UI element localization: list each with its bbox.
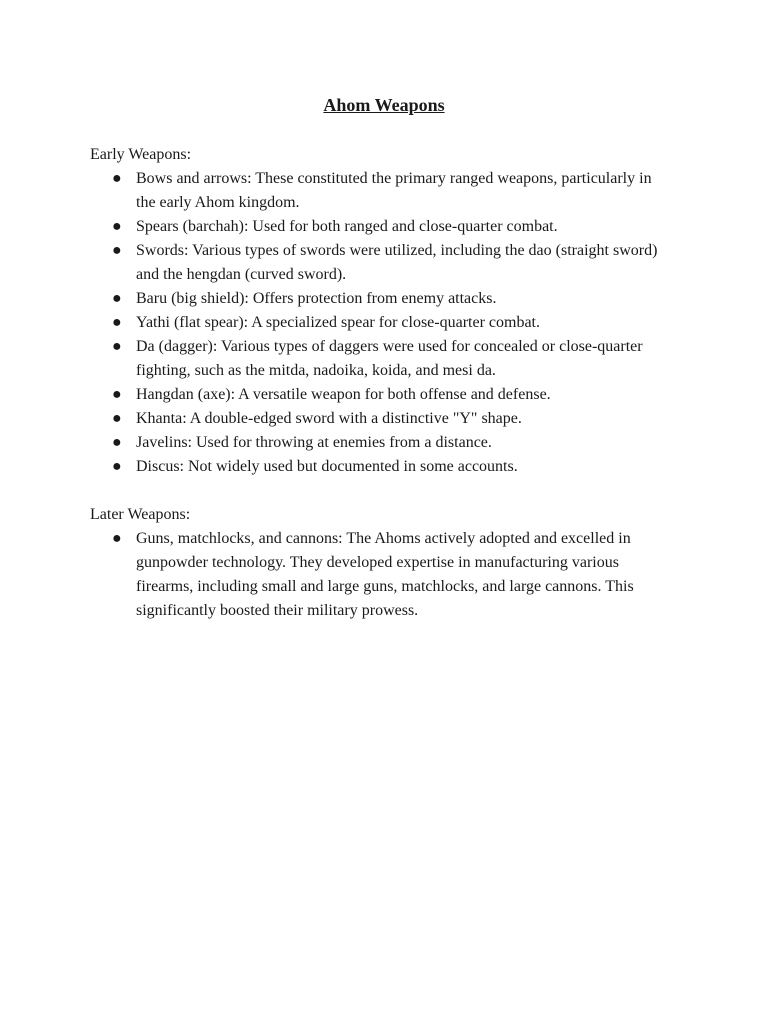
list-item-text: Yathi (flat spear): A specialized spear for close-quarter combat. bbox=[136, 314, 540, 331]
bullet-list bbox=[90, 167, 690, 479]
list-item-text: Bows and arrows: These constituted the primary ranged weapons, particularly in the early Ahom kingdom. bbox=[136, 170, 652, 211]
list-item bbox=[90, 239, 666, 287]
list-item bbox=[90, 335, 666, 383]
list-item bbox=[90, 167, 666, 215]
list-item bbox=[90, 431, 666, 455]
bullet-icon: ● bbox=[112, 218, 122, 235]
list-item-text: Guns, matchlocks, and cannons: The Ahoms actively adopted and excelled in gunpowder technology. They developed expertise in manufacturing various firearms, including small and large guns, matchlocks, and large cannons. This significantly boosted their military prowess. bbox=[136, 530, 634, 619]
list-item bbox=[90, 527, 666, 623]
list-item-text: Baru (big shield): Offers protection from enemy attacks. bbox=[136, 290, 497, 307]
list-item bbox=[90, 383, 666, 407]
bullet-icon: ● bbox=[112, 530, 122, 547]
section-early-weapons bbox=[90, 143, 690, 479]
list-item-text: Javelins: Used for throwing at enemies from a distance. bbox=[136, 434, 492, 451]
list-item bbox=[90, 455, 666, 479]
list-item-text: Hangdan (axe): A versatile weapon for both offense and defense. bbox=[136, 386, 551, 403]
bullet-icon: ● bbox=[112, 338, 122, 355]
list-item bbox=[90, 311, 666, 335]
section-later-weapons bbox=[90, 503, 690, 623]
bullet-icon: ● bbox=[112, 386, 122, 403]
list-item bbox=[90, 287, 666, 311]
list-item bbox=[90, 407, 666, 431]
bullet-icon: ● bbox=[112, 458, 122, 475]
bullet-icon: ● bbox=[112, 434, 122, 451]
section-heading: Later Weapons: bbox=[90, 506, 191, 523]
bullet-icon: ● bbox=[112, 314, 122, 331]
bullet-icon: ● bbox=[112, 242, 122, 259]
list-item-text: Spears (barchah): Used for both ranged and close-quarter combat. bbox=[136, 218, 558, 235]
bullet-list bbox=[90, 527, 690, 623]
document-title: Ahom Weapons bbox=[323, 95, 445, 115]
list-item-text: Swords: Various types of swords were utilized, including the dao (straight sword) and the hengdan (curved sword). bbox=[136, 242, 658, 283]
bullet-icon: ● bbox=[112, 410, 122, 427]
bullet-icon: ● bbox=[112, 170, 122, 187]
bullet-icon: ● bbox=[112, 290, 122, 307]
list-item bbox=[90, 215, 666, 239]
list-item-text: Khanta: A double-edged sword with a distinctive "Y" shape. bbox=[136, 410, 522, 427]
list-item-text: Da (dagger): Various types of daggers were used for concealed or close-quarter fighting, such as the mitda, nadoika, koida, and mesi da. bbox=[136, 338, 643, 379]
list-item-text: Discus: Not widely used but documented in some accounts. bbox=[136, 458, 518, 475]
section-heading: Early Weapons: bbox=[90, 146, 192, 163]
